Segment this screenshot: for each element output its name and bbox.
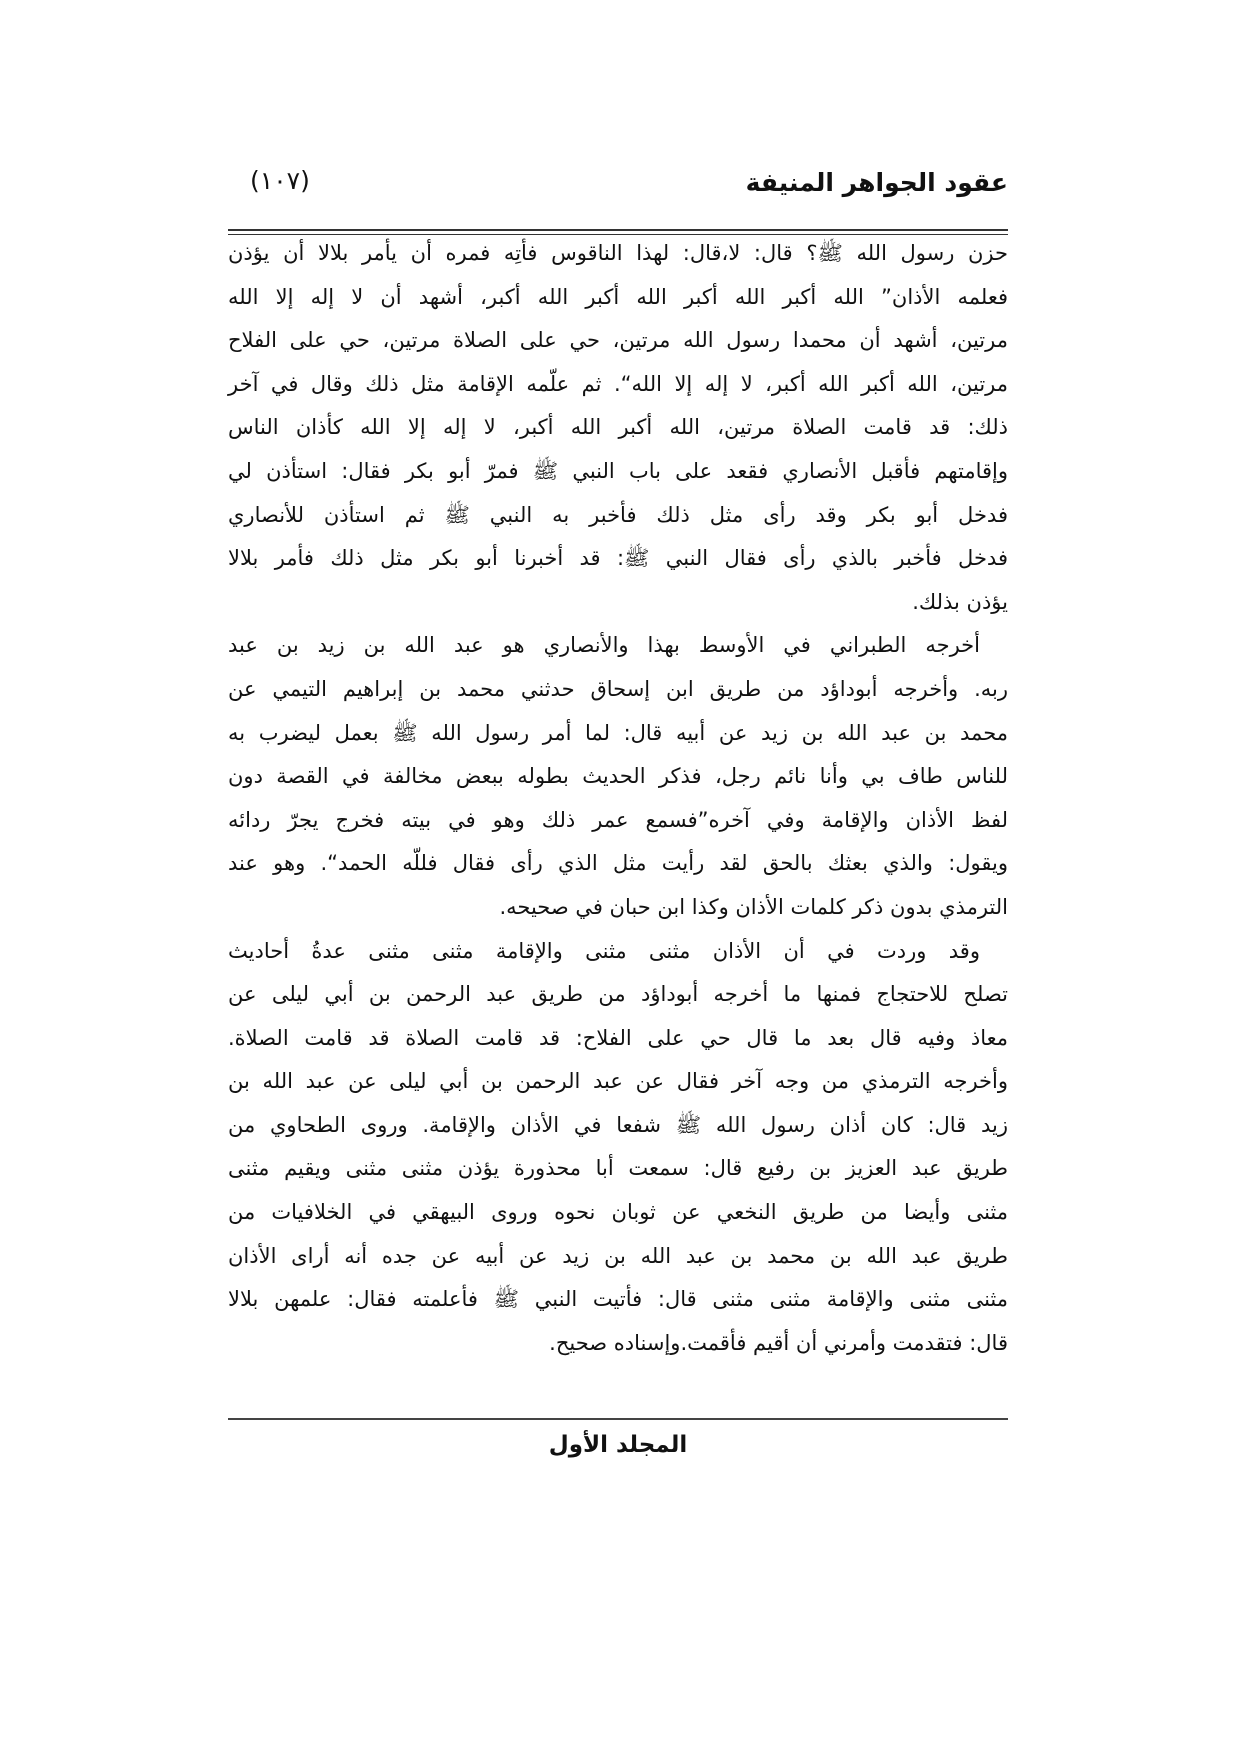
text-line: ويقول: والذي بعثك بالحق لقد رأيت مثل الذي رأى فقال فللّه الحمد“. وهو عند	[228, 851, 1008, 876]
text-line: وقد وردت في أن الأذان مثنى مثنى والإقامة مثنى مثنى عدةُ أحاديث	[228, 938, 980, 963]
text-line: محمد بن عبد الله بن زيد عن أبيه قال: لما أمر رسول الله ﷺ بعمل ليضرب به	[228, 720, 1008, 745]
text-line: الترمذي بدون ذكر كلمات الأذان وكذا ابن حبان في صحيحه.	[499, 894, 1008, 919]
text-line: ذلك: قد قامت الصلاة مرتين، الله أكبر الله أكبر، لا إله إلا الله كأذان الناس	[228, 415, 1008, 440]
text-line: مثنى مثنى والإقامة مثنى مثنى قال: فأتيت النبي ﷺ فأعلمته فقال: علمهن بلالا	[228, 1287, 1008, 1312]
text-line: وأخرجه الترمذي من وجه آخر فقال عن عبد الرحمن بن أبي ليلى عن عبد الله بن	[228, 1069, 1008, 1094]
paragraph	[228, 930, 1008, 1366]
text-line: زيد قال: كان أذان رسول الله ﷺ شفعا في الأذان والإقامة. وروى الطحاوي من	[228, 1112, 1008, 1137]
text-line: مرتين، أشهد أن محمدا رسول الله مرتين، حي على الصلاة مرتين، حي على الفلاح	[228, 328, 1008, 353]
paragraph	[228, 232, 1008, 624]
page-header	[228, 160, 1008, 210]
text-line: مثنى وأيضا من طريق النخعي عن ثوبان نحوه وروى البيهقي في الخلافيات من	[228, 1200, 1008, 1225]
text-line: فدخل أبو بكر وقد رأى مثل ذلك فأخبر به النبي ﷺ ثم استأذن للأنصاري	[228, 502, 1008, 527]
body-text	[228, 232, 1008, 1365]
text-line: ربه. وأخرجه أبوداؤد من طريق ابن إسحاق حدثني محمد بن إبراهيم التيمي عن	[228, 676, 1008, 701]
text-line: مرتين، الله أكبر الله أكبر، لا إله إلا الله“. ثم علّمه الإقامة مثل ذلك وقال في آخر	[228, 371, 1008, 396]
text-line: يؤذن بذلك.	[912, 589, 1008, 614]
text-line: تصلح للاحتجاج فمنها ما أخرجه أبوداؤد من طريق عبد الرحمن بن أبي ليلى عن	[228, 982, 1008, 1007]
page-number: (١٠٧)	[250, 166, 310, 195]
text-line: أخرجه الطبراني في الأوسط بهذا والأنصاري هو عبد الله بن زيد بن عبد	[228, 633, 980, 658]
text-line: لفظ الأذان والإقامة وفي آخره”فسمع عمر ذلك وهو في بيته فخرج يجرّ ردائه	[228, 807, 1008, 832]
text-line: للناس طاف بي وأنا نائم رجل، فذكر الحديث بطوله ببعض مخالفة في القصة دون	[228, 764, 1008, 789]
text-line: طريق عبد الله بن محمد بن عبد الله بن زيد عن أبيه عن جده أنه أراى الأذان	[228, 1243, 1008, 1268]
volume-label: المجلد الأول	[548, 1432, 688, 1458]
text-line: وإقامتهم فأقبل الأنصاري فقعد على باب النبي ﷺ فمرّ أبو بكر فقال: استأذن لي	[228, 458, 1008, 483]
text-line: فدخل فأخبر بالذي رأى فقال النبي ﷺ: قد أخبرنا أبو بكر مثل ذلك فأمر بلالا	[228, 546, 1008, 571]
paragraph	[228, 624, 1008, 929]
text-line: طريق عبد العزيز بن رفيع قال: سمعت أبا محذورة يؤذن مثنى مثنى ويقيم مثنى	[228, 1156, 1008, 1181]
text-line: معاذ وفيه قال بعد ما قال حي على الفلاح: قد قامت الصلاة قد قامت الصلاة.	[228, 1025, 1008, 1050]
text-line: قال: فتقدمت وأمرني أن أقيم فأقمت.وإسناده صحيح.	[549, 1330, 1008, 1355]
text-line: حزن رسول الله ﷺ؟ قال: لا،قال: لهذا الناقوس فأتِه فمره أن يأمر بلالا أن يؤذن	[228, 241, 1008, 265]
footer-divider	[228, 1418, 1008, 1420]
text-line: فعلمه الأذان” الله أكبر الله أكبر الله أكبر الله أكبر، أشهد أن لا إله إلا الله	[228, 284, 1008, 309]
book-title: عقود الجواهر المنيفة	[745, 168, 1008, 197]
